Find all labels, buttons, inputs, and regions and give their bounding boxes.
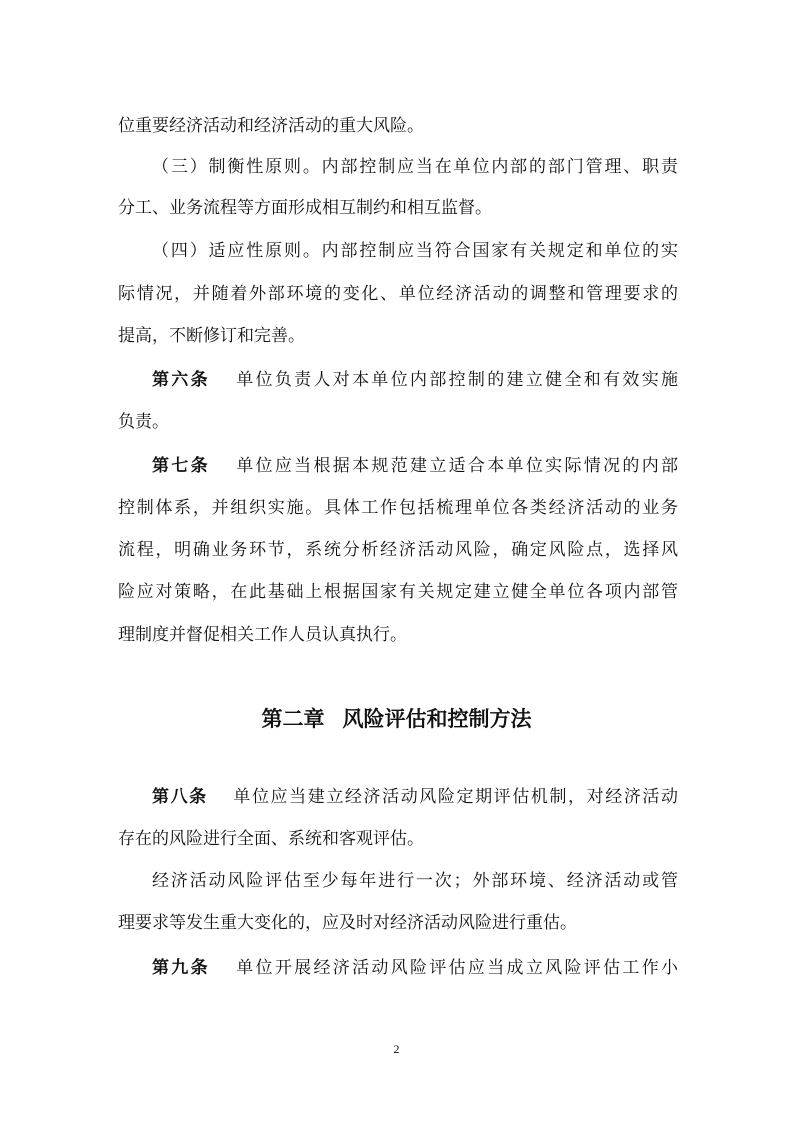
- article-8-line: [152, 785, 678, 809]
- chapter-title: 风险评估和控制方法: [342, 707, 532, 731]
- article-text: 单位开展经济活动风险评估应当成立风险评估工作小: [233, 958, 678, 978]
- text-line: 存在的风险进行全面、系统和客观评估。: [118, 829, 424, 849]
- text-line: （三）制衡性原则。内部控制应当在单位内部的部门管理、职责: [152, 157, 678, 177]
- article-label: 第八条: [152, 787, 208, 807]
- text-line: 际情况，并随着外部环境的变化、单位经济活动的调整和管理要求的: [118, 284, 678, 304]
- text-line: 控制体系，并组织实施。具体工作包括梳理单位各类经济活动的业务: [118, 498, 678, 518]
- text-line: 理要求等发生重大变化的，应及时对经济活动风险进行重估。: [118, 913, 577, 933]
- text-line: 提高，不断修订和完善。: [118, 326, 305, 346]
- article-9-line: [152, 956, 678, 980]
- text-line: 位重要经济活动和经济活动的重大风险。: [118, 116, 424, 136]
- text-line: 险应对策略，在此基础上根据国家有关规定建立健全单位各项内部管: [118, 582, 678, 602]
- article-label: 第九条: [152, 958, 210, 978]
- article-7-line: [152, 454, 678, 478]
- text-line: 分工、业务流程等方面形成相互制约和相互监督。: [118, 198, 492, 218]
- article-text: 单位负责人对本单位内部控制的建立健全和有效实施: [233, 370, 678, 390]
- article-text: 单位应当根据本规范建立适合本单位实际情况的内部: [233, 456, 678, 476]
- chapter-heading: [0, 705, 793, 733]
- chapter-number: 第二章: [261, 707, 325, 731]
- article-text: 单位应当建立经济活动风险定期评估机制，对经济活动: [231, 787, 678, 807]
- text-line: 经济活动风险评估至少每年进行一次；外部环境、经济活动或管: [152, 871, 678, 891]
- article-label: 第六条: [152, 370, 210, 390]
- text-line: 负责。: [118, 412, 169, 432]
- text-line: 理制度并督促相关工作人员认真执行。: [118, 625, 407, 645]
- article-6-line: [152, 368, 678, 392]
- text-line: 流程，明确业务环节，系统分析经济活动风险，确定风险点，选择风: [118, 540, 678, 560]
- text-line: （四）适应性原则。内部控制应当符合国家有关规定和单位的实: [152, 241, 678, 261]
- article-label: 第七条: [152, 456, 210, 476]
- page-number: 2: [393, 1042, 400, 1056]
